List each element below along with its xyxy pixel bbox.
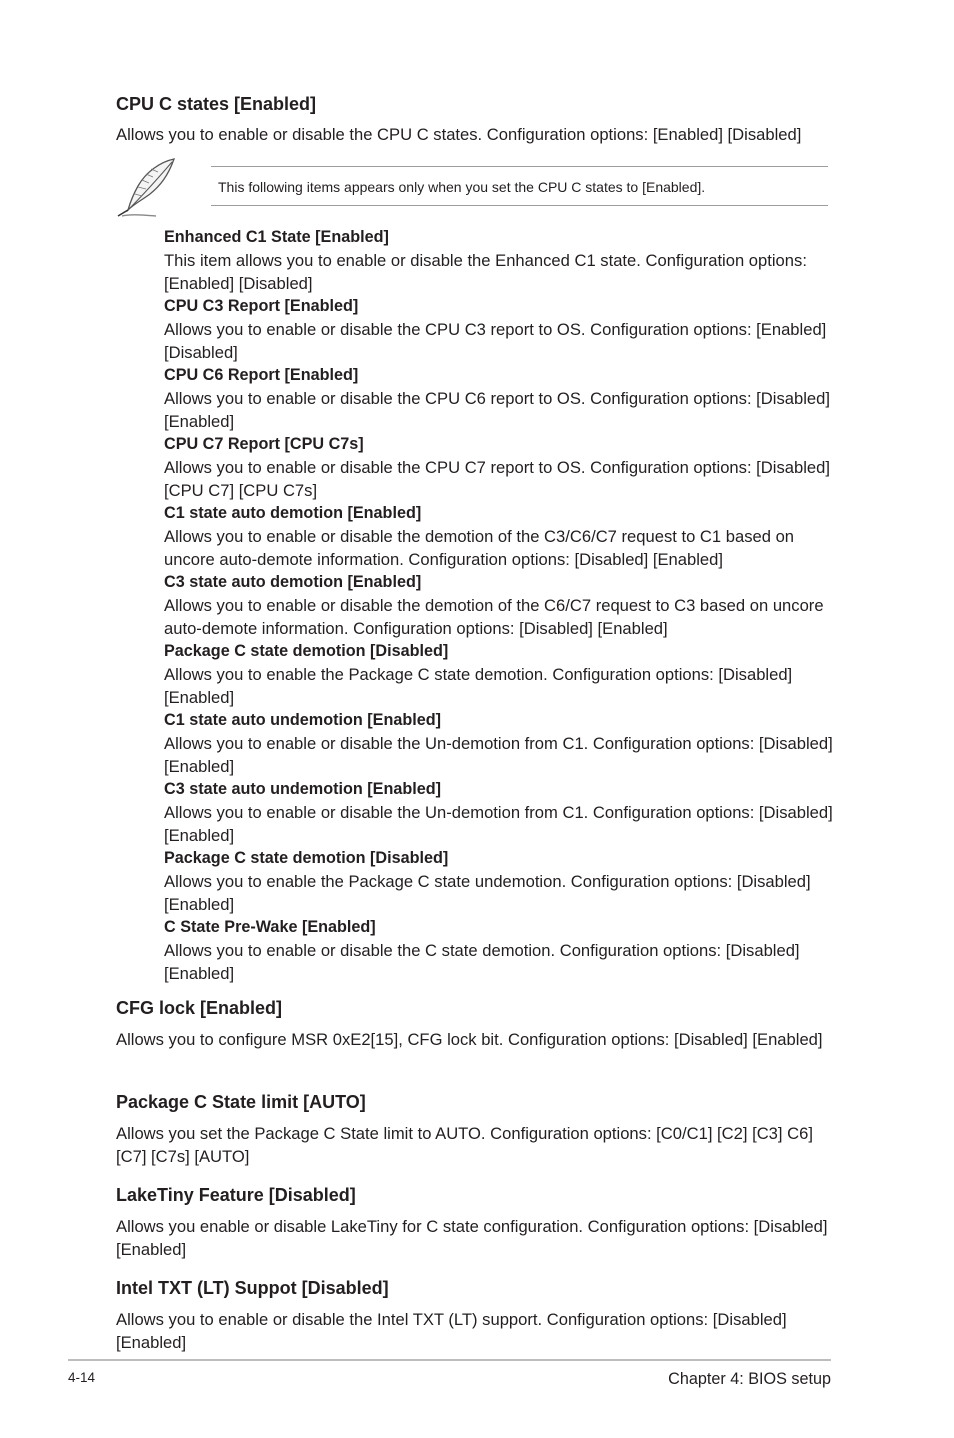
sub-item xyxy=(164,433,834,502)
page-number: 4-14 xyxy=(68,1370,96,1385)
section-desc-cpu-c-states: Allows you to enable or disable the CPU C states. Configuration options: [Enabled] [Disabled] xyxy=(116,125,802,144)
sub-item-desc: Allows you to enable or disable the demotion of the C6/C7 request to C3 based on uncore auto-demote information. Configuration options: [Disabled] [Enabled] xyxy=(164,596,824,638)
sub-item-desc: Allows you to enable the Package C state undemotion. Configuration options: [Disabled] [Enabled] xyxy=(164,872,811,914)
sub-item-desc: Allows you to enable or disable the demotion of the C3/C6/C7 request to C1 based on uncore auto-demote information. Configuration options: [Disabled] [Enabled] xyxy=(164,527,795,569)
sub-item-title: C State Pre-Wake [Enabled] xyxy=(164,918,376,936)
note-divider-bottom xyxy=(211,205,828,206)
section-title-cfg-lock: CFG lock [Enabled] xyxy=(116,998,283,1018)
note-divider-top xyxy=(211,166,828,167)
sub-item xyxy=(164,502,834,571)
sub-item-title: CPU C6 Report [Enabled] xyxy=(164,366,359,384)
sub-item xyxy=(164,778,834,847)
sub-item-desc: This item allows you to enable or disable the Enhanced C1 state. Configuration options: [Enabled] [Disabled] xyxy=(164,251,807,293)
sub-item xyxy=(164,709,834,778)
sub-item xyxy=(164,364,834,433)
section-title-laketiny: LakeTiny Feature [Disabled] xyxy=(116,1185,356,1205)
section-desc-cfg-lock: Allows you to configure MSR 0xE2[15], CFG lock bit. Configuration options: [Disabled] [Enabled] xyxy=(116,1030,823,1049)
sub-item-desc: Allows you to enable or disable the CPU C6 report to OS. Configuration options: [Disabled] [Enabled] xyxy=(164,389,830,431)
sub-item xyxy=(164,295,834,364)
section-title-intel-txt: Intel TXT (LT) Suppot [Disabled] xyxy=(116,1278,389,1298)
section-desc-intel-txt: Allows you to enable or disable the Intel TXT (LT) support. Configuration options: [Disabled] [Enabled] xyxy=(116,1310,787,1352)
note-box xyxy=(116,156,828,218)
section-title-cpu-c-states: CPU C states [Enabled] xyxy=(116,94,317,114)
sub-item xyxy=(164,571,834,640)
sub-item xyxy=(164,640,834,709)
sub-item xyxy=(164,916,834,985)
section-desc-package-c-state-limit: Allows you set the Package C State limit to AUTO. Configuration options: [C0/C1] [C2] [C3] C6] [C7] [C7s] [AUTO] xyxy=(116,1124,813,1166)
note-text: This following items appears only when you set the CPU C states to [Enabled]. xyxy=(218,179,706,195)
sub-item-title: C1 state auto undemotion [Enabled] xyxy=(164,711,441,729)
sub-item-title: CPU C7 Report [CPU C7s] xyxy=(164,435,364,453)
chapter-label: Chapter 4: BIOS setup xyxy=(668,1370,831,1388)
sub-item-title: CPU C3 Report [Enabled] xyxy=(164,297,359,315)
sub-item-desc: Allows you to enable or disable the Un-demotion from C1. Configuration options: [Disabled] [Enabled] xyxy=(164,734,833,776)
footer-divider xyxy=(68,1359,831,1361)
sub-item-list xyxy=(164,226,834,985)
sub-item-desc: Allows you to enable or disable the CPU C3 report to OS. Configuration options: [Enabled] [Disabled] xyxy=(164,320,827,362)
sub-item xyxy=(164,847,834,916)
sub-item-desc: Allows you to enable or disable the C state demotion. Configuration options: [Disabled] [Enabled] xyxy=(164,941,800,983)
sub-item-title: Package C state demotion [Disabled] xyxy=(164,849,449,867)
feather-pen-icon xyxy=(116,156,180,218)
section-title-package-c-state-limit: Package C State limit [AUTO] xyxy=(116,1092,366,1112)
sub-item-title: C3 state auto undemotion [Enabled] xyxy=(164,780,441,798)
sub-item-title: C1 state auto demotion [Enabled] xyxy=(164,504,422,522)
sub-item-desc: Allows you to enable or disable the Un-demotion from C1. Configuration options: [Disabled] [Enabled] xyxy=(164,803,833,845)
sub-item-title: Enhanced C1 State [Enabled] xyxy=(164,228,389,246)
sub-item-desc: Allows you to enable or disable the CPU C7 report to OS. Configuration options: [Disabled] [CPU C7] [CPU C7s] xyxy=(164,458,830,500)
sub-item-title: Package C state demotion [Disabled] xyxy=(164,642,449,660)
sub-item-desc: Allows you to enable the Package C state demotion. Configuration options: [Disabled] [Enabled] xyxy=(164,665,793,707)
sub-item-title: C3 state auto demotion [Enabled] xyxy=(164,573,422,591)
sub-item xyxy=(164,226,834,295)
section-desc-laketiny: Allows you enable or disable LakeTiny for C state configuration. Configuration options: [Disabled] [Enabled] xyxy=(116,1217,828,1259)
